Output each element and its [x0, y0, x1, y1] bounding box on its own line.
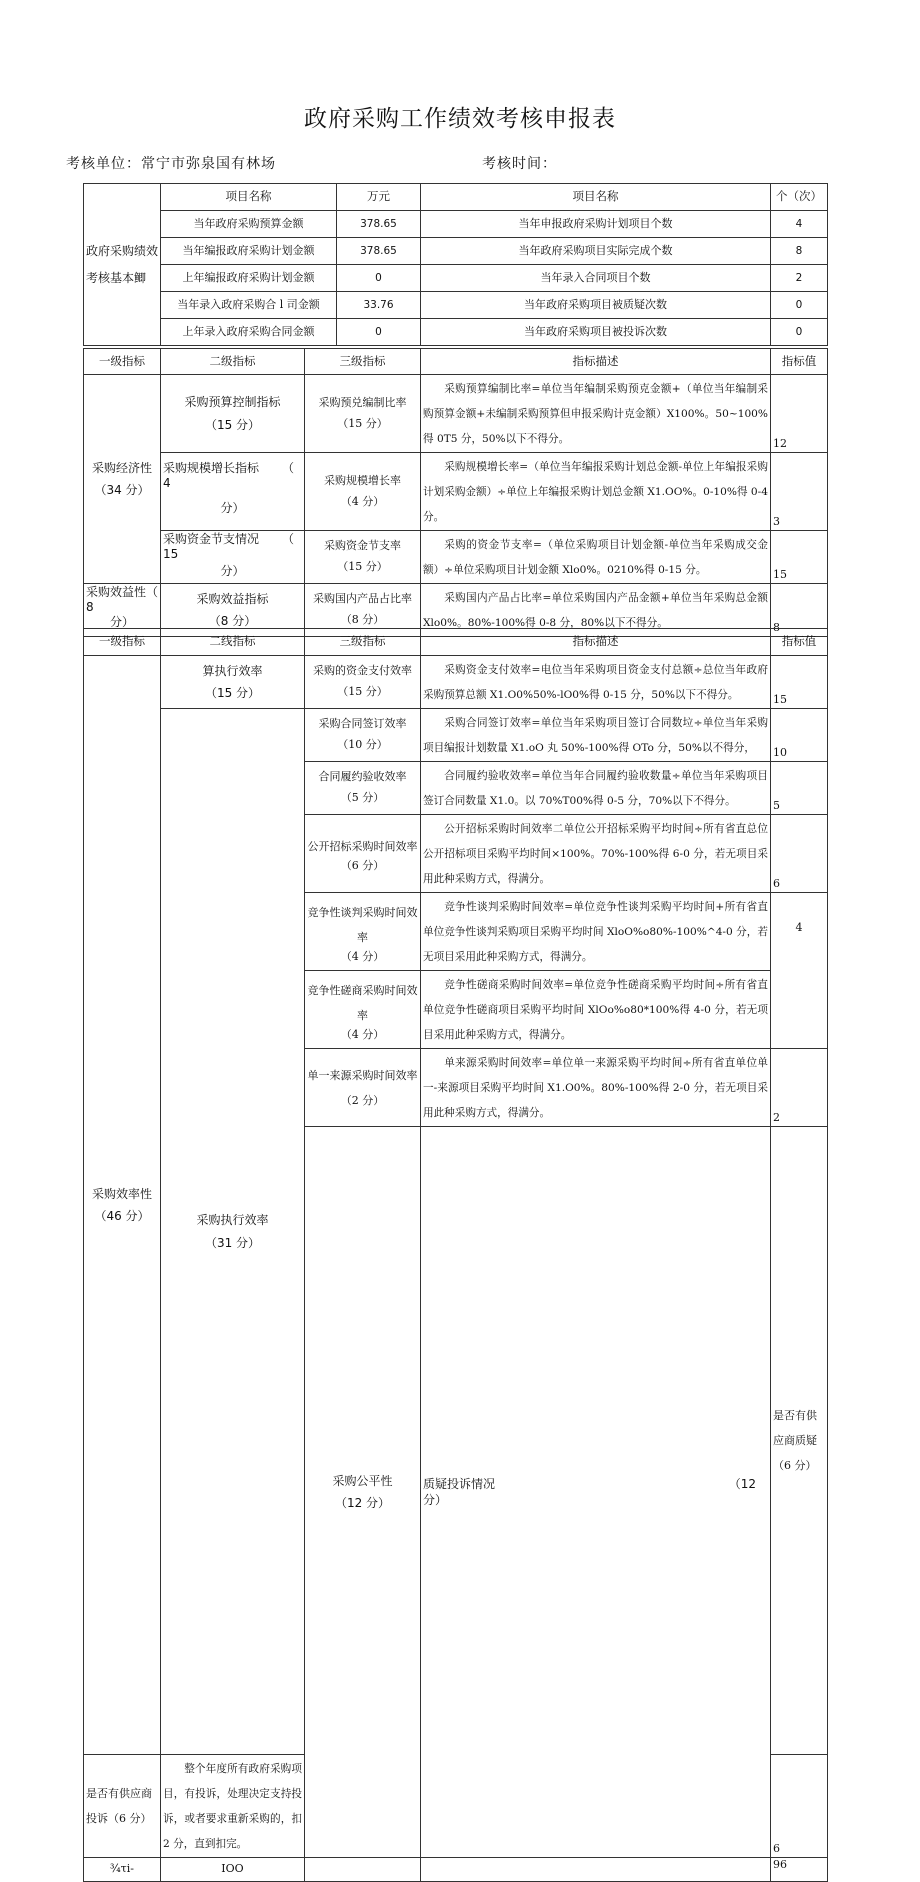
- total-blank-l3: [305, 1858, 421, 1882]
- eff-l3: [305, 762, 421, 815]
- table-row: [84, 265, 828, 292]
- benefit-val: 8: [771, 584, 828, 637]
- basic-amount: 0: [337, 319, 421, 346]
- l2-paren: （: [281, 532, 294, 546]
- basic-count: 0: [771, 292, 828, 319]
- l2-paren: （: [281, 461, 294, 475]
- l2-points-unit: 分）: [220, 501, 245, 515]
- econ-l3-saving: [305, 531, 421, 584]
- desc-text: 采购规模增长率=（单位当年编报采购计划总金额-单位上年编报采购计划采购金额）÷单位上年编报采购计划总金额 X1.OO%。0-10%得 0-4 分。: [423, 461, 768, 523]
- header-level3: 三级指标: [305, 349, 421, 375]
- eff-val: 5: [771, 762, 828, 815]
- eff-val: 10: [771, 709, 828, 762]
- basic-name: 当年录入政府采购合 l 司金额: [161, 292, 337, 319]
- eff-desc: [421, 656, 771, 709]
- fair-l2: [421, 1127, 771, 1858]
- eff-l2-main: [161, 709, 305, 1755]
- econ-val-scale: 3: [771, 453, 828, 531]
- eff-l3: [305, 1049, 421, 1127]
- l3-points: （15 分）: [337, 560, 388, 573]
- econ-desc-saving: [421, 531, 771, 584]
- header-level2: 二级指标: [161, 349, 305, 375]
- basic-info-table: [83, 183, 828, 346]
- l3-label: 竞争性磋商采购时间效率: [307, 983, 418, 1022]
- desc-text: 竞争性磋商采购时间效率=单位竞争性磋商采购平均时间÷所有省直单位竞争性磋商项目采购平均时间 XlOo%o80*100%得 4-0 分，若无项目采用此种采购方式，得满分。: [423, 979, 768, 1041]
- l3-points: （6 分）: [340, 859, 385, 873]
- eff-l3: [305, 656, 421, 709]
- eff-desc: [421, 971, 771, 1049]
- eff-l3: [305, 971, 421, 1049]
- l2-points-unit: 分）: [220, 564, 245, 578]
- l3-points: （15 分）: [337, 416, 388, 430]
- eff-l3: [305, 815, 421, 893]
- l2-points: （15 分）: [204, 417, 261, 432]
- l3-label: 采购的资金支付效率: [313, 664, 412, 678]
- desc-text: 采购合同签订效率=单位当年采购项目签订合同数垃÷单位当年采购项目编报计划数量 X1.oO 丸 50%-100%得 OTo 分，50%以不得分，: [423, 717, 768, 754]
- basic-name: 当年政府采购预算金额: [161, 211, 337, 238]
- econ-l3-budget: [305, 375, 421, 453]
- basic-count: 2: [771, 265, 828, 292]
- total-label: ¾τi-: [84, 1858, 161, 1882]
- basic-name2: 当年申报政府采购计划项目个数: [421, 211, 771, 238]
- l2-points: （15 分）: [204, 686, 261, 700]
- eff-val: 2: [771, 1049, 828, 1127]
- l2-points: （12: [728, 1476, 756, 1491]
- basic-amount: 378.65: [337, 211, 421, 238]
- l2-points-num: 15: [163, 547, 179, 561]
- basic-name: 上年编报政府采购计划金额: [161, 265, 337, 292]
- l2-label: 采购预算控制指标: [184, 395, 281, 410]
- l3-points: （5 分）: [340, 791, 385, 804]
- benefit-level1-num: 8: [86, 600, 94, 614]
- l2-points: （8 分）: [208, 614, 257, 628]
- desc-text: 采购预算编制比率=单位当年编制采购预克金额+（单位当年编制采购预算金额+未编制采购预算但申报采购计克金额）X100%。50~100%得 0T5 分，50%以下不得分。: [423, 383, 768, 445]
- header-item-name-2: 项目名称: [421, 184, 771, 211]
- total-max: IOO: [161, 1858, 305, 1882]
- fair-desc: [161, 1755, 305, 1858]
- l3-label: 采购合同签订效率: [318, 717, 407, 731]
- desc-text: 单来源采购时间效率=单位单一来源采购平均时间÷所有省直单位单一-来源项目采购平均时间 X1.O0%。80%-100%得 2-0 分，若无项目采用此种采购方式，得满分。: [423, 1057, 768, 1119]
- eff-l3: [305, 709, 421, 762]
- l3-label: 采购规模增长率: [324, 473, 401, 487]
- fair-level1-label: 采购公平性: [332, 1473, 393, 1488]
- l3-points: （15 分）: [337, 685, 388, 698]
- eff-val: 15: [771, 656, 828, 709]
- eff-desc: [421, 815, 771, 893]
- indicator-table-1: [83, 348, 828, 637]
- eff-level1-label: 采购效率性: [91, 1186, 152, 1201]
- assessment-unit: 考核单位：常宁市弥泉国有林场: [66, 156, 276, 172]
- l3-label: 合同履约验收效率: [318, 770, 407, 784]
- desc-text: 公开招标采购时间效率二单位公开招标采购平均时间÷所有省直总位公开招标项目采购平均时间×100%。70%-100%得 6-0 分，若无项目采用此种采购方式，得满分。: [423, 823, 768, 885]
- l2-label: 算执行效率: [202, 663, 263, 678]
- desc-text: 整个年度所有政府采购项目，有投诉，处理决定支持投诉，或者要求重新采购的，扣 2 分，直到扣完。: [163, 1763, 302, 1850]
- header-level3: 三级指标: [305, 629, 421, 656]
- table-row: [84, 292, 828, 319]
- table-row: [84, 238, 828, 265]
- econ-level1: [84, 375, 161, 584]
- header-level1: 一级指标: [84, 349, 161, 375]
- basic-name: 上年录入政府采购合同金额: [161, 319, 337, 346]
- desc-text: 采购资金支付效率=电位当年采购项目资金支付总额÷总位当年政府采购预算总额 X1.O0%50%-lO0%得 0-15 分，50%以下不得分。: [423, 664, 768, 701]
- basic-name: 当年编报政府采购计划金额: [161, 238, 337, 265]
- econ-l2-budget: [161, 375, 305, 453]
- econ-l3-scale: [305, 453, 421, 531]
- fair-val: 6: [771, 1755, 828, 1858]
- econ-desc-scale: [421, 453, 771, 531]
- l2-label: 质疑投诉情况: [423, 1476, 496, 1491]
- econ-l2-scale: [161, 453, 305, 531]
- eff-level1: [84, 656, 161, 1755]
- l2-label: 采购效益指标: [196, 591, 269, 606]
- econ-desc-budget: [421, 375, 771, 453]
- l3-label: 采购资金节支率: [324, 539, 401, 553]
- header-level2: 二线指标: [161, 629, 305, 656]
- l2-label: 采购规模增长指标: [163, 461, 260, 475]
- header-value: 指标值: [771, 629, 828, 656]
- l3-label: 是否有供应商投诉（6 分）: [86, 1787, 152, 1825]
- eff-desc: [421, 762, 771, 815]
- desc-text: 采购的资金节支率=（单位采购项目计划金额-单位当年采购成交金额）÷单位采购项目计划金额 Xlo0%。0210%得 0-15 分。: [423, 539, 768, 576]
- header-item-name: 项目名称: [161, 184, 337, 211]
- eff-l3: [305, 893, 421, 971]
- basic-count: 8: [771, 238, 828, 265]
- econ-level1-points: （34 分）: [94, 483, 150, 497]
- l3-label: 是否有供应商质疑（6 分）: [773, 1409, 817, 1472]
- l3-label: 单一来源采购时间效率（2 分）: [307, 1068, 418, 1107]
- header-value: 指标值: [771, 349, 828, 375]
- l3-points: （4 分）: [340, 949, 385, 963]
- basic-amount: 33.76: [337, 292, 421, 319]
- basic-count: 0: [771, 319, 828, 346]
- table-row: [84, 211, 828, 238]
- fair-level1-points: （12 分）: [334, 1496, 391, 1510]
- basic-name2: 当年录入合同项目个数: [421, 265, 771, 292]
- desc-text: 合同履约验收效率=单位当年合同履约验收数量÷单位当年采购项目签订合同数量 X1.0。以 70%T00%得 0-5 分，70%以下不得分。: [423, 770, 768, 807]
- benefit-level1-unit: 分）: [109, 615, 134, 629]
- fair-l3: [84, 1755, 161, 1858]
- l3-points: （10 分）: [337, 738, 388, 751]
- l3-label: 公开招标采购时间效率: [307, 840, 418, 854]
- benefit-level1-label: 采购效益性（: [86, 585, 159, 599]
- table-row: [84, 319, 828, 346]
- basic-name2: 当年政府采购项目实际完成个数: [421, 238, 771, 265]
- basic-name2: 当年政府采购项目被投诉次数: [421, 319, 771, 346]
- econ-level1-label: 采购经济性: [91, 460, 152, 475]
- econ-val-saving: 15: [771, 531, 828, 584]
- header-count: 个（次）: [771, 184, 828, 211]
- total-blank-desc: [421, 1858, 771, 1882]
- econ-val-budget: 12: [771, 375, 828, 453]
- eff-val: 6: [771, 815, 828, 893]
- econ-l2-saving: [161, 531, 305, 584]
- header-level1: 一级指标: [84, 629, 161, 656]
- basic-section-label: 政府采购绩效考核基本鲫: [84, 184, 161, 346]
- l2-label: 采购资金节支情况: [163, 532, 260, 546]
- l3-label: 采购国内产品占比率: [313, 592, 412, 606]
- basic-amount: 0: [337, 265, 421, 292]
- header-amount: 万元: [337, 184, 421, 211]
- basic-amount: 378.65: [337, 238, 421, 265]
- basic-count: 4: [771, 211, 828, 238]
- l3-label: 竞争性谈判采购时间效率: [307, 905, 418, 944]
- eff-desc: [421, 893, 771, 971]
- eff-group-val: 4: [771, 893, 828, 1049]
- indicator-table-2: [83, 628, 828, 1882]
- fair-level1: [305, 1127, 421, 1858]
- l2-points: （31 分）: [204, 1235, 261, 1250]
- l3-label: 采购预兑编制比率: [318, 395, 407, 409]
- l2-label: 采购执行效率: [196, 1213, 269, 1228]
- l3-points: （4 分）: [340, 494, 385, 508]
- desc-text: 采购国内产品占比率=单位采购国内产品金额+单位当年采购总金额 Xlo0%。80%-100%得 0-8 分，80%以下不得分。: [423, 592, 768, 629]
- total-value: 96: [771, 1858, 828, 1882]
- l2-points-unit: 分）: [423, 1493, 448, 1507]
- l3-points: （8 分）: [340, 613, 385, 626]
- eff-desc: [421, 1049, 771, 1127]
- header-description: 指标描述: [421, 349, 771, 375]
- assessment-time: 考核时间：: [482, 156, 557, 172]
- eff-l2-top: [161, 656, 305, 709]
- header-description: 指标描述: [421, 629, 771, 656]
- basic-name2: 当年政府采购项目被质疑次数: [421, 292, 771, 319]
- fair-l3: [771, 1127, 828, 1755]
- eff-level1-points: （46 分）: [94, 1209, 150, 1223]
- desc-text: 竞争性谈判采购时间效率=单位竞争性谈判采购平均时间+所有省直单位竞争性谈判采购项目采购平均时间 XloO%o80%-100%^4-0 分，若无项目采用此种采购方式，得满分。: [423, 901, 768, 963]
- l2-points-num: 4: [163, 476, 171, 490]
- page-title: 政府采购工作绩效考核申报表: [304, 106, 616, 132]
- l3-points: （4 分）: [340, 1027, 385, 1041]
- eff-desc: [421, 709, 771, 762]
